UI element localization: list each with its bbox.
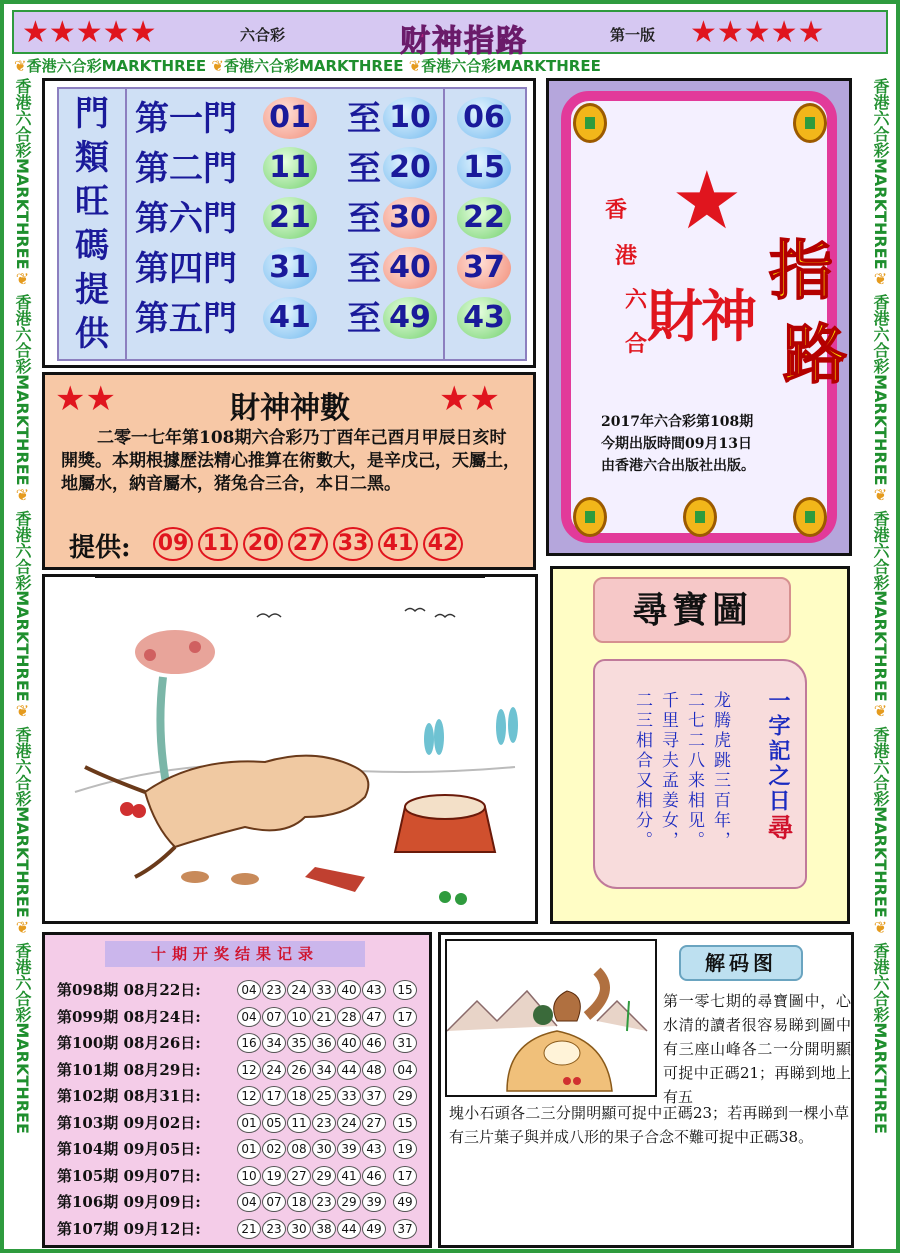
shenshu-stars-right: ★★ <box>439 379 500 419</box>
poem-line-3: 千里寻夫孟姜女， <box>658 691 678 851</box>
poem-line-4: 二三相合又相分。 <box>632 691 652 851</box>
cover-big-title: 財神 <box>647 284 755 350</box>
marquee-text: 香港六合彩MARKTHREE <box>871 942 890 1134</box>
cover-lu: 路 <box>783 318 847 393</box>
record-label: 第100期 08月26日: <box>57 1034 201 1052</box>
shenshu-stars-left: ★★ <box>55 379 116 419</box>
record-number: 44 <box>337 1060 361 1080</box>
record-number: 25 <box>312 1086 336 1106</box>
record-number: 26 <box>287 1060 311 1080</box>
leaf-icon: ❦ <box>13 917 32 937</box>
record-number: 33 <box>337 1086 361 1106</box>
door-row <box>135 145 525 193</box>
record-special-number: 17 <box>393 1007 417 1027</box>
record-number: 01 <box>237 1139 261 1159</box>
side-char: 類 <box>75 138 109 178</box>
record-label: 第107期 09月12日: <box>57 1219 201 1238</box>
coin-icon <box>793 497 827 537</box>
marquee-text: 香港六合彩MARKTHREE <box>26 57 207 75</box>
record-number: 08 <box>287 1139 311 1159</box>
cover-line2: 今期出版時間09月13日 <box>601 436 752 452</box>
door-pick-ball: 22 <box>457 197 511 239</box>
decode-illustration <box>445 939 657 1097</box>
leaf-icon: ❦ <box>871 917 890 937</box>
record-row <box>57 1006 429 1028</box>
record-number: 29 <box>337 1192 361 1212</box>
record-label: 第102期 08月31日: <box>57 1087 201 1105</box>
door-pick-ball: 06 <box>457 97 511 139</box>
squirrel-illustration <box>447 941 655 1095</box>
record-number: 43 <box>362 1139 386 1159</box>
record-row <box>57 1085 429 1107</box>
cover-frame <box>561 91 847 543</box>
record-label: 第105期 09月07日: <box>57 1166 201 1185</box>
record-label: 第106期 09月09日: <box>57 1193 201 1211</box>
record-number: 18 <box>287 1192 311 1212</box>
marquee-right <box>866 78 892 1246</box>
record-row <box>57 1032 429 1054</box>
record-number: 23 <box>312 1192 336 1212</box>
record-number: 02 <box>262 1139 286 1159</box>
record-row <box>57 1112 429 1134</box>
record-number: 23 <box>262 980 286 1000</box>
side-char: 供 <box>75 314 109 354</box>
record-number: 29 <box>312 1166 336 1186</box>
coin-icon <box>793 103 827 143</box>
record-number: 30 <box>287 1219 311 1239</box>
record-special-number: 15 <box>393 980 417 1000</box>
door-zhi: 至 <box>347 299 381 339</box>
door-row <box>135 195 525 243</box>
record-number: 40 <box>337 980 361 1000</box>
leaf-icon: ❦ <box>13 701 32 721</box>
record-number: 04 <box>237 980 261 1000</box>
decode-text-2: 塊小石頭各二三分開明顯可捉中正碼23；若再睇到一棵小草有三片葉子與并成八形的果子合念不難可捉中正碼38。 <box>449 1104 849 1146</box>
record-number: 12 <box>237 1060 261 1080</box>
marquee-text: 香港六合彩MARKTHREE <box>871 510 890 702</box>
record-number: 41 <box>337 1166 361 1186</box>
marquee-text: 香港六合彩MARKTHREE <box>13 726 32 918</box>
record-number: 40 <box>337 1033 361 1053</box>
record-number: 07 <box>262 1192 286 1212</box>
record-number: 11 <box>287 1113 311 1133</box>
door-name: 第二門 <box>135 149 237 189</box>
door-name: 第五門 <box>135 299 237 339</box>
record-number: 27 <box>362 1113 386 1133</box>
record-number: 46 <box>362 1033 386 1053</box>
record-number: 35 <box>287 1033 311 1053</box>
record-special-number: 04 <box>393 1060 417 1080</box>
door-zhi: 至 <box>347 99 381 139</box>
marquee-text: 香港六合彩MARKTHREE <box>871 78 890 270</box>
record-number: 37 <box>362 1086 386 1106</box>
coin-icon <box>573 497 607 537</box>
door-name: 第一門 <box>135 99 237 139</box>
shenshu-text: 二零一七年第108期六合彩乃丁酉年己酉月甲辰日亥时開獎。本期根據歷法精心推算在術數大，是辛戊己，天屬土，地屬水，納音屬木，猪兔合三合，本日二黑。 <box>61 428 520 494</box>
marquee-text: 香港六合彩MARKTHREE <box>13 294 32 486</box>
record-number: 24 <box>262 1060 286 1080</box>
record-special-number: 37 <box>393 1219 417 1239</box>
tiger-illustration <box>45 577 535 921</box>
door-zhi: 至 <box>347 249 381 289</box>
record-number: 28 <box>337 1007 361 1027</box>
records-panel <box>42 932 432 1248</box>
shenshu-number: 20 <box>243 527 283 561</box>
poem-heading-word: 尋 <box>763 814 793 843</box>
records-title: 十期开奖结果记录 <box>105 941 365 967</box>
record-number: 38 <box>312 1219 336 1239</box>
shenshu-number: 42 <box>423 527 463 561</box>
shenshu-number: 11 <box>198 527 238 561</box>
record-number: 10 <box>287 1007 311 1027</box>
shenshu-number: 33 <box>333 527 373 561</box>
header-bar <box>12 10 888 59</box>
header-edition: 第一版 <box>610 26 656 44</box>
door-from-ball: 21 <box>263 197 317 239</box>
record-number: 24 <box>287 980 311 1000</box>
record-special-number: 31 <box>393 1033 417 1053</box>
record-number: 39 <box>337 1139 361 1159</box>
record-number: 34 <box>312 1060 336 1080</box>
record-special-number: 15 <box>393 1113 417 1133</box>
illustration-panel <box>42 574 538 924</box>
record-number: 47 <box>362 1007 386 1027</box>
record-number: 17 <box>262 1086 286 1106</box>
cover-line3: 由香港六合出版社出版。 <box>601 458 755 474</box>
door-to-ball: 10 <box>383 97 437 139</box>
poem-heading-text: 一字記之日 <box>765 689 791 814</box>
record-number: 46 <box>362 1166 386 1186</box>
record-label: 第098期 08月22日: <box>57 981 201 999</box>
treasure-panel <box>550 566 850 924</box>
record-label: 第104期 09月05日: <box>57 1140 201 1158</box>
record-number: 23 <box>262 1219 286 1239</box>
record-row <box>57 1059 429 1081</box>
record-number: 12 <box>237 1086 261 1106</box>
marquee-text: 香港六合彩MARKTHREE <box>13 78 32 270</box>
poem-line-2: 二七二八来相见。 <box>684 691 704 851</box>
record-number: 04 <box>237 1192 261 1212</box>
shenshu-number: 27 <box>288 527 328 561</box>
record-label: 第103期 09月02日: <box>57 1113 201 1132</box>
record-number: 34 <box>262 1033 286 1053</box>
cover-zhi: 指 <box>769 234 833 309</box>
cover-char: 合 <box>625 331 648 357</box>
record-number: 24 <box>337 1113 361 1133</box>
shenshu-label: 提供: <box>69 533 131 563</box>
shenshu-panel <box>42 372 536 570</box>
marquee-text: 香港六合彩MARKTHREE <box>13 942 32 1134</box>
record-number: 39 <box>362 1192 386 1212</box>
door-name: 第六門 <box>135 199 237 239</box>
leaf-icon: ❦ <box>871 269 890 289</box>
decode-title: 解码图 <box>679 945 803 981</box>
record-row <box>57 979 429 1001</box>
record-number: 49 <box>362 1219 386 1239</box>
record-number: 48 <box>362 1060 386 1080</box>
header-left-label: 六合彩 <box>240 26 286 44</box>
poem-heading <box>757 689 797 843</box>
door-zhi: 至 <box>347 149 381 189</box>
side-char: 提 <box>75 270 109 310</box>
record-number: 30 <box>312 1139 336 1159</box>
marquee-text: 香港六合彩MARKTHREE <box>871 726 890 918</box>
record-number: 19 <box>262 1166 286 1186</box>
record-number: 07 <box>262 1007 286 1027</box>
poem-scroll <box>593 659 807 889</box>
record-number: 05 <box>262 1113 286 1133</box>
record-label: 第099期 08月24日: <box>57 1007 201 1026</box>
record-special-number: 49 <box>393 1192 417 1212</box>
record-special-number: 29 <box>393 1086 417 1106</box>
record-special-number: 19 <box>393 1139 417 1159</box>
shenshu-number: 09 <box>153 527 193 561</box>
record-row <box>57 1191 429 1213</box>
decode-text-1: 第一零七期的尋寶圖中，心水清的讀者很容易睇到圖中有三座山峰各二一分開明顯可捉中正碼21；再睇到地上有五 <box>663 992 851 1106</box>
door-to-ball: 30 <box>383 197 437 239</box>
record-number: 21 <box>237 1219 261 1239</box>
record-number: 27 <box>287 1166 311 1186</box>
door-row <box>135 295 525 343</box>
record-number: 21 <box>312 1007 336 1027</box>
door-row <box>135 95 525 143</box>
door-pick-ball: 15 <box>457 147 511 189</box>
door-row <box>135 245 525 293</box>
record-special-number: 17 <box>393 1166 417 1186</box>
cover-info <box>601 411 831 477</box>
door-to-ball: 20 <box>383 147 437 189</box>
marquee-text: 香港六合彩MARKTHREE <box>13 510 32 702</box>
door-name: 第四門 <box>135 249 237 289</box>
marquee-text: 香港六合彩MARKTHREE <box>223 57 404 75</box>
side-char: 旺 <box>75 182 109 222</box>
header-stars-left: ★★★★★ <box>22 15 157 50</box>
cover-char: 香 <box>605 197 628 223</box>
doors-side-title <box>59 89 127 359</box>
marquee-left <box>8 78 34 1246</box>
shenshu-numbers <box>153 527 468 561</box>
door-from-ball: 31 <box>263 247 317 289</box>
record-label: 第101期 08月29日: <box>57 1060 201 1079</box>
door-pick-ball: 37 <box>457 247 511 289</box>
shenshu-title: 財神神數 <box>230 391 350 426</box>
side-char: 門 <box>75 94 109 134</box>
record-number: 23 <box>312 1113 336 1133</box>
cover-panel <box>546 78 852 556</box>
record-number: 18 <box>287 1086 311 1106</box>
doors-panel <box>42 78 536 368</box>
decode-panel <box>438 932 854 1248</box>
marquee-text: 香港六合彩MARKTHREE <box>871 294 890 486</box>
record-number: 16 <box>237 1033 261 1053</box>
door-from-ball: 01 <box>263 97 317 139</box>
leaf-icon: ❦ <box>408 57 422 75</box>
coin-icon <box>573 103 607 143</box>
record-number: 36 <box>312 1033 336 1053</box>
red-star-icon: ★ <box>671 154 743 247</box>
record-row <box>57 1218 429 1240</box>
record-number: 44 <box>337 1219 361 1239</box>
leaf-icon: ❦ <box>871 485 890 505</box>
marquee-text: 香港六合彩MARKTHREE <box>421 57 601 75</box>
cover-char: 六 <box>625 287 648 313</box>
door-zhi: 至 <box>347 199 381 239</box>
cover-char: 港 <box>615 243 638 269</box>
record-number: 43 <box>362 980 386 1000</box>
record-number: 33 <box>312 980 336 1000</box>
marquee-top <box>14 55 886 75</box>
leaf-icon: ❦ <box>14 57 27 75</box>
record-row <box>57 1138 429 1160</box>
treasure-title: 尋寶圖 <box>593 577 791 643</box>
leaf-icon: ❦ <box>13 269 32 289</box>
leaf-icon: ❦ <box>13 485 32 505</box>
side-char: 碼 <box>75 226 109 266</box>
leaf-icon: ❦ <box>211 57 224 75</box>
cover-line1: 2017年六合彩第108期 <box>601 414 754 430</box>
door-from-ball: 11 <box>263 147 317 189</box>
coin-icon <box>683 497 717 537</box>
header-stars-right: ★★★★★ <box>690 15 825 50</box>
poem-line-1: 龙腾虎跳三百年， <box>710 691 730 851</box>
header-title: 财神指路 <box>400 24 528 59</box>
record-row <box>57 1165 429 1187</box>
record-number: 10 <box>237 1166 261 1186</box>
leaf-icon: ❦ <box>871 701 890 721</box>
record-number: 01 <box>237 1113 261 1133</box>
shenshu-number: 41 <box>378 527 418 561</box>
door-to-ball: 40 <box>383 247 437 289</box>
door-from-ball: 41 <box>263 297 317 339</box>
door-pick-ball: 43 <box>457 297 511 339</box>
door-to-ball: 49 <box>383 297 437 339</box>
record-number: 04 <box>237 1007 261 1027</box>
doors-table <box>57 87 527 361</box>
